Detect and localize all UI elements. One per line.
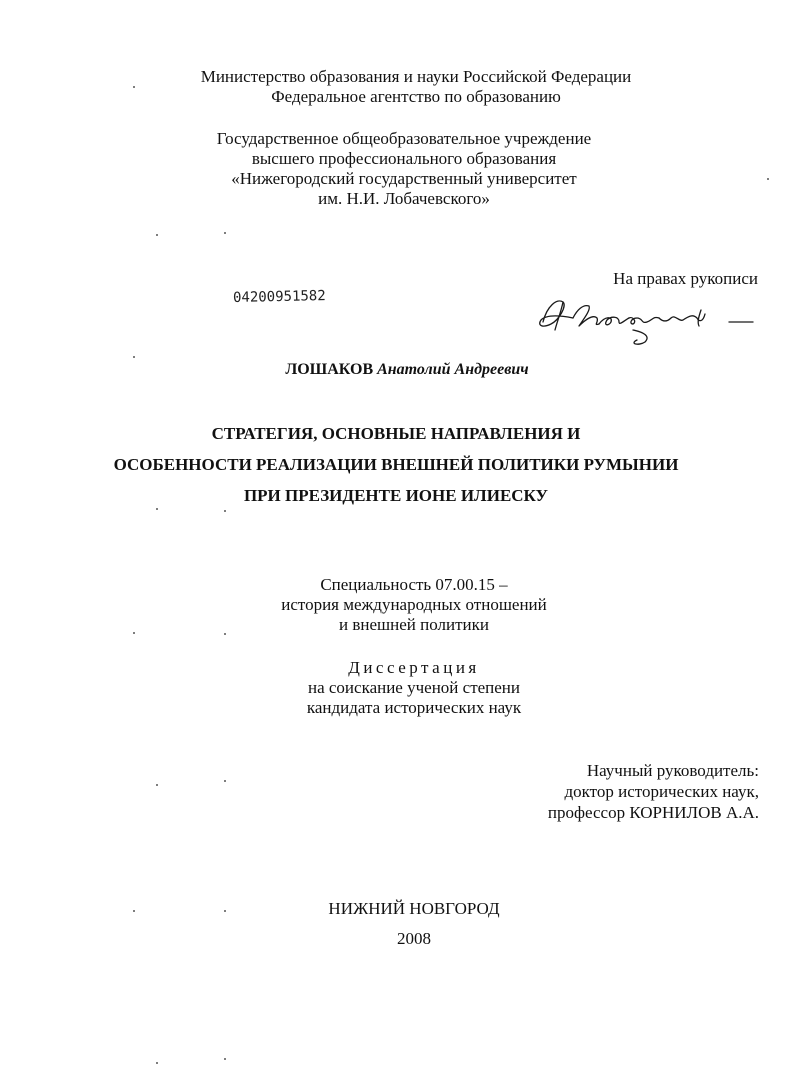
- scan-speck: [224, 1058, 226, 1060]
- dissertation-title: [0, 418, 792, 511]
- scan-speck: [133, 86, 135, 88]
- supervisor-name: профессор КОРНИЛОВ А.А.: [547, 803, 759, 822]
- scan-speck: [224, 780, 226, 782]
- scan-speck: [133, 632, 135, 634]
- year: 2008: [397, 929, 431, 948]
- title-line-3: ПРИ ПРЕЗИДЕНТЕ ИОНЕ ИЛИЕСКУ: [243, 486, 549, 505]
- scan-speck: [224, 910, 226, 912]
- ministry-header: [20, 67, 792, 107]
- scan-speck: [224, 510, 226, 512]
- specialty-block: [18, 575, 792, 635]
- ministry-line: Министерство образования и науки Российской Федерации: [200, 67, 632, 86]
- institution-line-2: высшего профессионального образования: [251, 149, 557, 168]
- scan-speck: [133, 910, 135, 912]
- scan-speck: [156, 784, 158, 786]
- library-serial-number: 04200951582: [232, 288, 326, 306]
- scan-speck: [156, 1062, 158, 1064]
- scan-speck: [133, 356, 135, 358]
- degree-line-2: кандидата исторических наук: [306, 698, 522, 717]
- dissertation-type-block: [18, 658, 792, 718]
- specialty-code: Специальность 07.00.15 –: [320, 575, 508, 594]
- city: НИЖНИЙ НОВГОРОД: [328, 899, 500, 918]
- scan-speck: [767, 178, 769, 180]
- supervisor-block: [548, 760, 759, 823]
- author-surname: ЛОШАКОВ: [285, 361, 374, 378]
- institution-block: [8, 129, 792, 209]
- author-name: [0, 360, 792, 380]
- place-and-year: [18, 894, 792, 954]
- scan-speck: [224, 633, 226, 635]
- institution-line-1: Государственное общеобразовательное учреждение: [216, 129, 592, 148]
- author-given-names: Анатолий Андреевич: [377, 361, 529, 378]
- title-line-1: СТРАТЕГИЯ, ОСНОВНЫЕ НАПРАВЛЕНИЯ И: [211, 424, 581, 443]
- manuscript-rights-label: На правах рукописи: [613, 269, 758, 288]
- agency-line: Федеральное агентство по образованию: [271, 87, 561, 106]
- title-line-2: ОСОБЕННОСТИ РЕАЛИЗАЦИИ ВНЕШНЕЙ ПОЛИТИКИ РУМЫНИИ: [113, 455, 679, 474]
- supervisor-degree: доктор исторических наук,: [564, 782, 759, 801]
- dissertation-label: Диссертация: [348, 658, 480, 677]
- institution-line-3: «Нижегородский государственный университет: [231, 169, 577, 188]
- author-signature: [533, 292, 763, 350]
- supervisor-label: Научный руководитель:: [586, 761, 759, 780]
- scan-speck: [224, 232, 226, 234]
- scan-speck: [156, 234, 158, 236]
- specialty-name-1: история международных отношений: [281, 595, 547, 614]
- institution-line-4: им. Н.И. Лобачевского»: [318, 189, 490, 208]
- specialty-name-2: и внешней политики: [339, 615, 489, 634]
- degree-line-1: на соискание ученой степени: [307, 678, 521, 697]
- scan-speck: [156, 508, 158, 510]
